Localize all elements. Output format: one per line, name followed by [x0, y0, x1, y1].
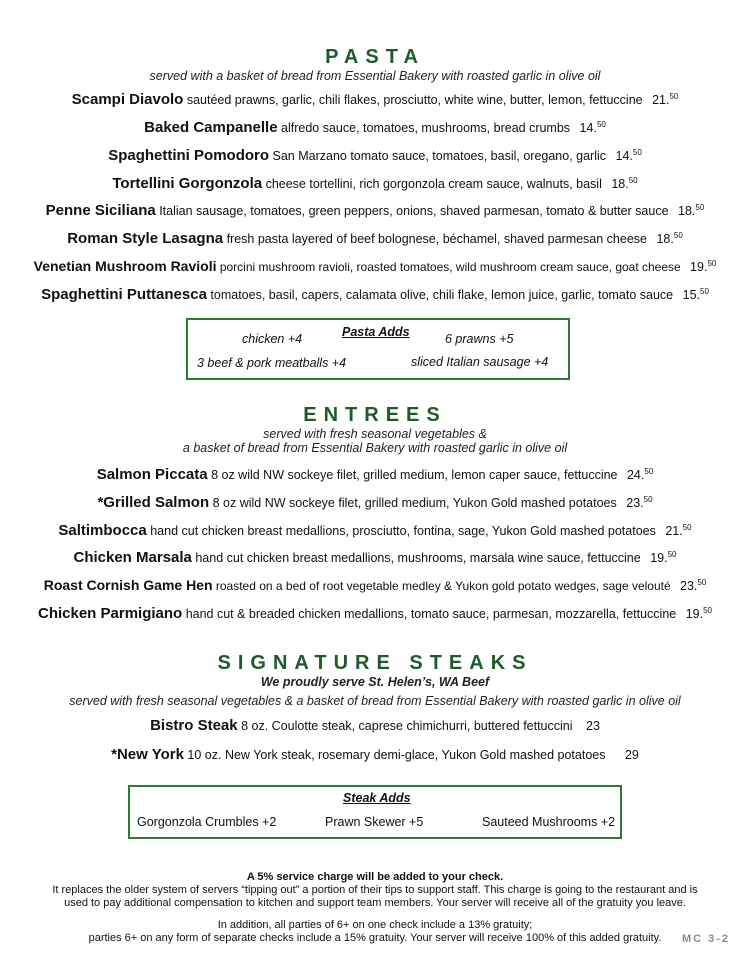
menu-item — [0, 466, 750, 483]
item-price: 23 — [586, 719, 600, 733]
price-whole: 14. — [579, 121, 597, 135]
menu-item — [0, 258, 750, 274]
item-description: 10 oz. New York steak, rosemary demi-glace, Yukon Gold mashed potatoes — [187, 748, 606, 762]
steaks-heading: SIGNATURE STEAKS — [217, 652, 533, 674]
price-whole: 18. — [678, 204, 696, 218]
item-name: Roast Cornish Game Hen — [43, 577, 213, 593]
item-price — [680, 579, 706, 593]
price-whole: 18. — [611, 177, 629, 191]
pasta-heading: PASTA — [325, 46, 425, 68]
entrees-subtitle-1: served with fresh seasonal vegetables & — [263, 427, 487, 441]
menu-item — [0, 175, 750, 192]
item-price — [611, 177, 637, 191]
add-prawn-skewer: Prawn Skewer +5 — [325, 815, 424, 829]
item-description: 8 oz. Coulotte steak, caprese chimichurri, buttered fettuccini — [241, 719, 573, 733]
item-description: 8 oz wild NW sockeye filet, grilled medium, lemon caper sauce, fettuccine — [211, 468, 618, 482]
price-whole: 23. — [626, 496, 644, 510]
menu-item — [0, 717, 750, 734]
item-name: Baked Campanelle — [144, 119, 278, 136]
item-description: fresh pasta layered of beef bolognese, béchamel, shaved parmesan cheese — [226, 232, 647, 246]
gratuity-notice-1: In addition, all parties of 6+ on one check include a 13% gratuity; — [217, 919, 533, 931]
price-cents: 50 — [632, 147, 642, 157]
steaks-subtitle: served with fresh seasonal vegetables & a basket of bread from Essential Bakery with roasted garlic in olive oil — [69, 694, 681, 708]
price-cents: 50 — [644, 466, 654, 476]
price-cents: 50 — [682, 522, 692, 532]
item-name: Salmon Piccata — [96, 466, 208, 483]
price-cents: 50 — [596, 119, 606, 129]
price-whole: 19. — [690, 260, 708, 274]
add-chicken: chicken +4 — [242, 332, 303, 346]
item-name: Scampi Diavolo — [71, 91, 184, 108]
item-description: cheese tortellini, rich gorgonzola cream sauce, walnuts, basil — [265, 177, 602, 191]
item-name: Roman Style Lasagna — [67, 230, 224, 247]
item-name: Spaghettini Puttanesca — [41, 286, 207, 303]
menu-item — [0, 605, 750, 622]
item-name: Penne Siciliana — [45, 202, 156, 219]
price-cents: 50 — [695, 202, 705, 212]
item-name: *New York — [111, 746, 184, 763]
item-price: 29 — [624, 748, 639, 762]
item-price — [665, 524, 691, 538]
item-price — [656, 232, 682, 246]
item-description: alfredo sauce, tomatoes, mushrooms, bread crumbs — [281, 121, 571, 135]
gratuity-notice-2: parties 6+ on any form of separate checks include a 15% gratuity. Your server will receive 100% of this added gratuity. — [88, 932, 662, 944]
menu-item — [0, 549, 750, 566]
price-cents: 50 — [673, 230, 683, 240]
item-price — [683, 288, 709, 302]
add-gorgonzola: Gorgonzola Crumbles +2 — [137, 815, 277, 829]
item-name: Saltimbocca — [58, 522, 147, 539]
item-description: porcini mushroom ravioli, roasted tomatoes, wild mushroom cream sauce, goat cheese — [219, 260, 681, 274]
item-description: hand cut chicken breast medallions, prosciutto, fontina, sage, Yukon Gold mashed potatoes — [150, 524, 656, 538]
menu-item — [0, 494, 750, 511]
add-meatballs: 3 beef & pork meatballs +4 — [197, 356, 347, 370]
item-price — [652, 93, 678, 107]
price-whole: 23. — [680, 579, 698, 593]
menu-item — [0, 746, 750, 763]
service-charge-notice: A 5% service charge will be added to your check. — [246, 871, 504, 883]
item-price — [686, 607, 712, 621]
price-cents: 50 — [707, 258, 717, 268]
menu-item — [0, 91, 750, 108]
item-price — [580, 121, 606, 135]
item-description: 8 oz wild NW sockeye filet, grilled medium, Yukon Gold mashed potatoes — [212, 496, 617, 510]
price-whole: 24. — [626, 468, 645, 482]
item-name: Spaghettini Pomodoro — [108, 147, 270, 164]
service-charge-detail-1: It replaces the older system of servers “tipping out” a portion of their tips to support staff. This charge is going to the restaurant and is — [52, 884, 698, 896]
service-charge-detail-2: used to pay additional compensation to kitchen and support team members. Your server will receive all of the gratuity you leave. — [64, 897, 686, 909]
pasta-adds-title: Pasta Adds — [342, 325, 410, 339]
menu-item — [0, 147, 750, 164]
item-price — [650, 551, 676, 565]
steaks-beef-source: We proudly serve St. Helen’s, WA Beef — [260, 675, 490, 689]
item-name: Bistro Steak — [150, 717, 238, 734]
price-whole: 19. — [685, 607, 704, 621]
price-cents: 50 — [643, 494, 653, 504]
item-price — [678, 204, 704, 218]
item-description: San Marzano tomato sauce, tomatoes, basil, oregano, garlic — [272, 149, 607, 163]
item-name: Chicken Marsala — [73, 549, 192, 566]
item-price — [626, 496, 652, 510]
entrees-subtitle-2: a basket of bread from Essential Bakery with roasted garlic in olive oil — [182, 441, 568, 455]
price-cents: 50 — [697, 577, 707, 587]
price-whole: 21. — [652, 93, 670, 107]
price-cents: 50 — [703, 605, 713, 615]
add-mushrooms: Sauteed Mushrooms +2 — [482, 815, 616, 829]
menu-item — [0, 230, 750, 247]
price-cents: 50 — [667, 549, 677, 559]
item-name: Tortellini Gorgonzola — [112, 175, 263, 192]
item-description: hand cut & breaded chicken medallions, tomato sauce, parmesan, mozzarella, fettuccine — [185, 607, 677, 621]
menu-item — [0, 202, 750, 219]
menu-item — [0, 577, 750, 593]
add-prawns: 6 prawns +5 — [445, 332, 514, 346]
item-description: hand cut chicken breast medallions, mushrooms, marsala wine sauce, fettuccine — [195, 551, 641, 565]
item-price — [627, 468, 653, 482]
item-description: tomatoes, basil, capers, calamata olive, chili flake, lemon juice, garlic, tomato sauce — [210, 288, 674, 302]
price-cents: 50 — [669, 91, 679, 101]
item-price — [616, 149, 642, 163]
item-name: Venetian Mushroom Ravioli — [33, 258, 217, 274]
menu-item — [0, 522, 750, 539]
price-whole: 15. — [682, 288, 701, 302]
menu-item — [0, 119, 750, 136]
entrees-heading: ENTREES — [303, 404, 447, 426]
menu-code: MC 3-2 — [681, 933, 730, 945]
item-description: Italian sausage, tomatoes, green peppers, onions, shaved parmesan, tomato & butter sauce — [159, 204, 669, 218]
price-whole: 21. — [665, 524, 683, 538]
steak-adds-title: Steak Adds — [343, 791, 411, 805]
price-whole: 18. — [656, 232, 674, 246]
price-whole: 19. — [650, 551, 668, 565]
price-cents: 50 — [628, 175, 638, 185]
item-price — [690, 260, 716, 274]
item-description: sautéed prawns, garlic, chili flakes, prosciutto, white wine, butter, lemon, fettuccine — [186, 93, 643, 107]
item-description: roasted on a bed of root vegetable medley & Yukon gold potato wedges, sage velouté — [215, 579, 671, 593]
price-whole: 14. — [615, 149, 633, 163]
item-name: Chicken Parmigiano — [37, 605, 183, 622]
add-sausage: sliced Italian sausage +4 — [411, 355, 549, 369]
item-name: *Grilled Salmon — [97, 494, 210, 511]
menu-item — [0, 286, 750, 303]
price-cents: 50 — [700, 286, 709, 296]
pasta-subtitle: served with a basket of bread from Essential Bakery with roasted garlic in olive oil — [149, 69, 601, 83]
